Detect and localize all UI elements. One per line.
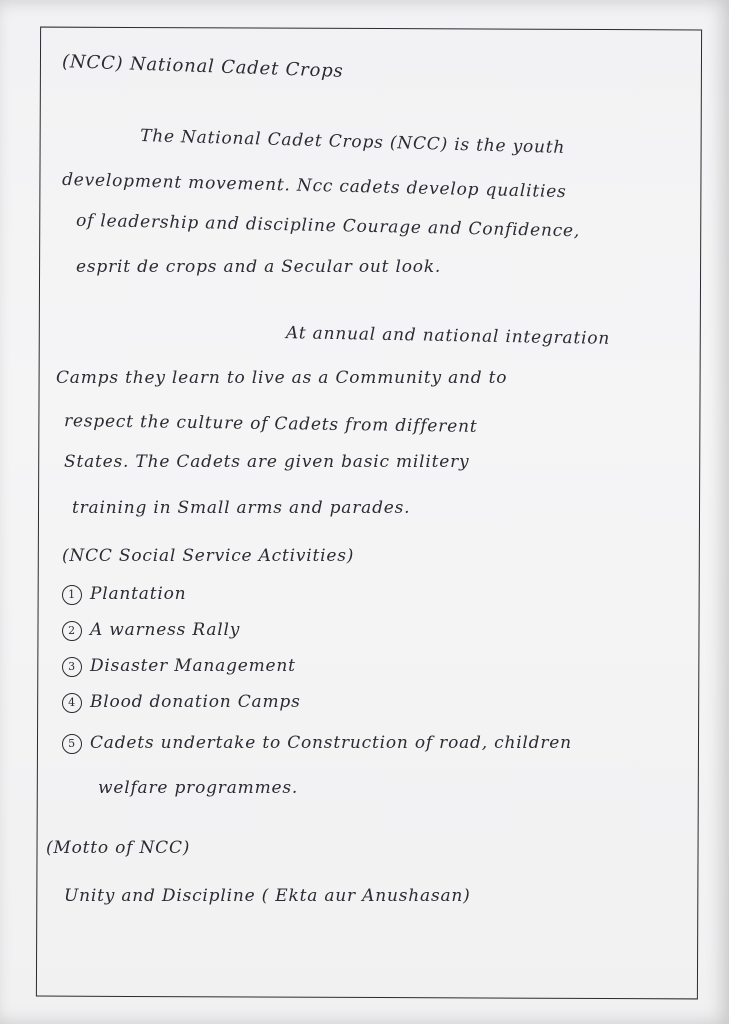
activity-text: Blood donation Camps bbox=[90, 692, 301, 712]
number-badge: 3 bbox=[62, 657, 82, 677]
para2-line3: respect the culture of Cadets from different bbox=[63, 411, 478, 437]
activity-text: Cadets undertake to Construction of road, children bbox=[90, 733, 572, 753]
para2-line1: At annual and national integration bbox=[285, 323, 611, 349]
activity-item bbox=[62, 692, 301, 713]
para1-line1: The National Cadet Crops (NCC) is the youth bbox=[139, 126, 566, 158]
activity-item bbox=[62, 584, 186, 605]
para2-line4: States. The Cadets are given basic militery bbox=[64, 452, 470, 472]
motto-heading: (Motto of NCC) bbox=[46, 838, 191, 858]
number-badge: 5 bbox=[62, 734, 82, 754]
activity-text: A warness Rally bbox=[90, 620, 241, 640]
number-badge: 2 bbox=[62, 621, 82, 641]
activity-item bbox=[62, 656, 296, 677]
activity-text: Plantation bbox=[90, 584, 187, 604]
para1-line3: of leadership and discipline Courage and Confidence, bbox=[75, 210, 581, 242]
activities-heading: (NCC Social Service Activities) bbox=[62, 546, 355, 566]
activity-continuation: welfare programmes. bbox=[98, 778, 299, 798]
para2-line5: training in Small arms and parades. bbox=[72, 498, 411, 518]
para1-line4: esprit de crops and a Secular out look. bbox=[76, 257, 442, 277]
para2-line2: Camps they learn to live as a Community and to bbox=[56, 368, 508, 388]
activity-item bbox=[62, 733, 572, 754]
number-badge: 1 bbox=[62, 585, 82, 605]
activity-item bbox=[62, 620, 240, 641]
page-title: (NCC) National Cadet Crops bbox=[61, 51, 344, 82]
activity-text: Disaster Management bbox=[90, 656, 296, 676]
para1-line2: development movement. Ncc cadets develop qualities bbox=[61, 169, 567, 203]
number-badge: 4 bbox=[62, 693, 82, 713]
motto-text: Unity and Discipline ( Ekta aur Anushasan) bbox=[64, 886, 471, 906]
